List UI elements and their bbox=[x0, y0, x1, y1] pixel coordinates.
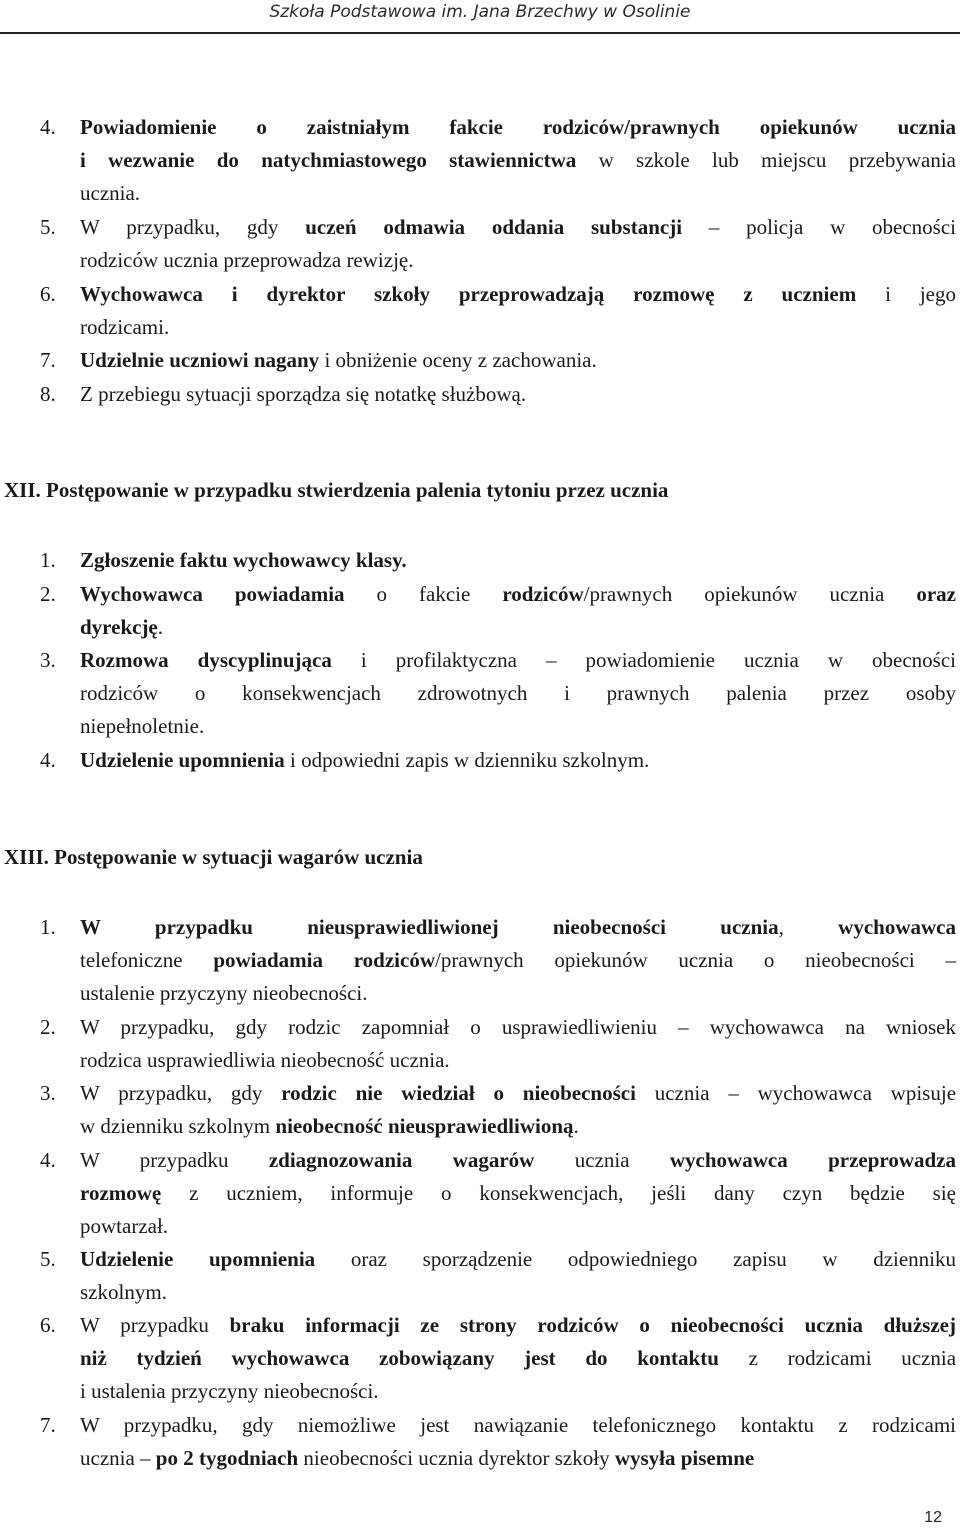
text-run: telefoniczne bbox=[80, 948, 214, 972]
list-item-number: 3. bbox=[40, 1081, 56, 1105]
list-item-number: 7. bbox=[40, 1413, 56, 1437]
list-item bbox=[40, 378, 956, 411]
header-divider bbox=[0, 32, 960, 34]
list-item bbox=[40, 111, 956, 210]
list-item bbox=[40, 1077, 957, 1143]
list-item-number: 1. bbox=[40, 915, 56, 939]
list-item-line bbox=[80, 677, 956, 710]
bold-text: Powiadomienie o zaistniałym fakcie rodziców/prawnych opiekunów ucznia bbox=[80, 115, 956, 139]
list-item-number: 4. bbox=[40, 115, 56, 139]
list-item bbox=[40, 1011, 956, 1077]
list-item bbox=[40, 744, 956, 777]
list-item-line bbox=[80, 211, 956, 244]
list-item-line bbox=[80, 311, 956, 344]
list-item bbox=[40, 1409, 956, 1475]
list-item-line bbox=[80, 1044, 956, 1077]
bold-text: Zgłoszenie faktu wychowawcy klasy. bbox=[80, 548, 407, 572]
bold-text: Rozmowa dyscyplinująca bbox=[80, 648, 332, 672]
bold-text: i wezwanie do natychmiastowego stawiennictwa bbox=[80, 148, 577, 172]
list-item bbox=[40, 578, 956, 644]
list-item-number: 1. bbox=[40, 548, 56, 572]
text-run: /prawnych opiekunów ucznia o nieobecności – bbox=[435, 948, 956, 972]
list-item-number: 5. bbox=[40, 215, 56, 239]
text-run: , bbox=[778, 915, 839, 939]
bold-text: Udzielnie uczniowi nagany bbox=[80, 348, 320, 372]
page-number: 12 bbox=[924, 1509, 942, 1526]
list-item-line bbox=[80, 1177, 956, 1210]
text-run: z uczniem, informuje o konsekwencjach, jeśli dany czyn będzie się bbox=[161, 1181, 956, 1205]
list-item-line bbox=[80, 111, 956, 144]
list-item-number: 3. bbox=[40, 648, 56, 672]
list-item-line bbox=[80, 278, 956, 311]
text-run: W przypadku, gdy bbox=[80, 1081, 282, 1105]
text-run: rodziców o konsekwencjach zdrowotnych i prawnych palenia przez osoby bbox=[80, 681, 956, 705]
text-run: W przypadku bbox=[80, 1148, 269, 1172]
list-item-number: 2. bbox=[40, 1015, 56, 1039]
header-title: Szkoła Podstawowa im. Jana Brzechwy w Osolinie bbox=[269, 2, 691, 22]
list-item bbox=[40, 278, 956, 344]
list-item-line bbox=[80, 344, 956, 377]
bold-text: W przypadku nieusprawiedliwionej nieobecności ucznia bbox=[80, 915, 779, 939]
text-run: . bbox=[573, 1114, 579, 1138]
list-item-number: 4. bbox=[40, 1148, 56, 1172]
list-item-line bbox=[80, 1375, 956, 1408]
bold-text: Udzielenie upomnienia bbox=[80, 748, 285, 772]
list-item-line bbox=[80, 1342, 956, 1375]
text-run: ucznia bbox=[534, 1148, 670, 1172]
list-item-number: 5. bbox=[40, 1247, 56, 1271]
text-run: i profilaktyczna – powiadomienie ucznia w obecności bbox=[331, 648, 956, 672]
text-run: i odpowiedni zapis w dzienniku szkolnym. bbox=[284, 748, 650, 772]
list-item bbox=[40, 1144, 957, 1243]
list-item bbox=[40, 644, 956, 743]
list-item-line bbox=[80, 378, 956, 411]
bold-text: powiadamia rodziców bbox=[213, 948, 435, 972]
list-item-line bbox=[80, 977, 956, 1010]
list-item bbox=[40, 344, 956, 377]
text-run: ustalenie przyczyny nieobecności. bbox=[80, 981, 368, 1005]
list-item-number: 6. bbox=[40, 1313, 56, 1337]
bold-text: rozmowę bbox=[80, 1181, 162, 1205]
bold-text: zdiagnozowania wagarów bbox=[268, 1148, 535, 1172]
text-run: z rodzicami ucznia bbox=[718, 1346, 957, 1370]
bold-text: uczeń odmawia oddania substancji bbox=[305, 215, 683, 239]
list-item-line bbox=[80, 1409, 956, 1442]
text-run: nieobecności ucznia dyrektor szkoły bbox=[298, 1446, 615, 1470]
list-item-line bbox=[80, 1276, 956, 1309]
bold-text: braku informacji ze strony rodziców o nieobecności ucznia dłuższej bbox=[229, 1313, 956, 1337]
bold-text: po 2 tygodniach bbox=[155, 1446, 299, 1470]
bold-text: dyrekcję bbox=[80, 615, 158, 639]
list-item-line bbox=[80, 611, 956, 644]
text-run: – policja w obecności bbox=[682, 215, 957, 239]
list-item bbox=[40, 911, 956, 1010]
list-item-line bbox=[80, 1210, 956, 1243]
list-item bbox=[40, 544, 956, 577]
bold-text: oraz bbox=[916, 582, 956, 606]
text-run: i ustalenia przyczyny nieobecności. bbox=[80, 1379, 379, 1403]
text-run: W przypadku bbox=[80, 1313, 230, 1337]
text-run: W przypadku, gdy rodzic zapomniał o usprawiedliwieniu – wychowawca na wniosek bbox=[80, 1015, 956, 1039]
section-13-heading: XIII. Postępowanie w sytuacji wagarów ucznia bbox=[4, 845, 423, 869]
text-run: szkolnym. bbox=[80, 1280, 167, 1304]
list-item-line bbox=[80, 744, 956, 777]
text-run: niepełnoletnie. bbox=[80, 714, 205, 738]
list-item-number: 7. bbox=[40, 348, 56, 372]
bold-text: wychowawca przeprowadza bbox=[669, 1148, 957, 1172]
list-item-line bbox=[80, 1144, 956, 1177]
list-item-line bbox=[80, 911, 956, 944]
list-item-line bbox=[80, 1011, 956, 1044]
list-item bbox=[40, 1243, 957, 1309]
list-item-number: 6. bbox=[40, 282, 56, 306]
list-item bbox=[40, 1309, 957, 1408]
list-item-line bbox=[80, 244, 956, 277]
section-12-heading: XII. Postępowanie w przypadku stwierdzenia palenia tytoniu przez ucznia bbox=[4, 478, 669, 502]
text-run: rodzica usprawiedliwia nieobecność ucznia. bbox=[80, 1048, 450, 1072]
list-item-line bbox=[80, 710, 956, 743]
list-item-line bbox=[80, 1309, 956, 1342]
text-run: W przypadku, gdy niemożliwe jest nawiązanie telefonicznego kontaktu z rodzicami bbox=[80, 1413, 956, 1437]
bold-text: rodziców bbox=[502, 582, 584, 606]
bold-text: Wychowawca powiadamia bbox=[80, 582, 345, 606]
text-run: oraz sporządzenie odpowiedniego zapisu w dzienniku bbox=[315, 1247, 957, 1271]
text-run: . bbox=[157, 615, 164, 639]
text-run: ucznia – bbox=[80, 1446, 156, 1470]
bold-text: wysyła pisemne bbox=[614, 1446, 755, 1470]
text-run: i jego bbox=[856, 282, 956, 306]
list-item-line bbox=[80, 1110, 956, 1143]
list-item-line bbox=[80, 578, 956, 611]
list-item-number: 4. bbox=[40, 748, 56, 772]
text-run: ucznia. bbox=[80, 181, 141, 205]
list-item-line bbox=[80, 1243, 956, 1276]
text-run: o fakcie bbox=[344, 582, 503, 606]
text-run: w szkole lub miejscu przebywania bbox=[576, 148, 956, 172]
list-item-line bbox=[80, 944, 956, 977]
text-run: /prawnych opiekunów ucznia bbox=[583, 582, 917, 606]
bold-text: Udzielenie upomnienia bbox=[80, 1247, 316, 1271]
bold-text: nieobecność nieusprawiedliwioną bbox=[275, 1114, 574, 1138]
list-item-line bbox=[80, 544, 956, 577]
list-item-line bbox=[80, 144, 956, 177]
bold-text: niż tydzień wychowawca zobowiązany jest do kontaktu bbox=[80, 1346, 719, 1370]
bold-text: rodzic nie wiedział o nieobecności bbox=[281, 1081, 636, 1105]
list-item-line bbox=[80, 1442, 956, 1475]
text-run: ucznia – wychowawca wpisuje bbox=[635, 1081, 957, 1105]
page-header bbox=[0, 0, 960, 36]
text-run: w dzienniku szkolnym bbox=[80, 1114, 276, 1138]
text-run: Z przebiegu sytuacji sporządza się notatkę służbową. bbox=[80, 382, 527, 406]
list-item-line bbox=[80, 1077, 956, 1110]
text-run: powtarzał. bbox=[80, 1214, 169, 1238]
text-run: rodzicami. bbox=[80, 315, 170, 339]
text-run: W przypadku, gdy bbox=[80, 215, 306, 239]
list-item-number: 2. bbox=[40, 582, 56, 606]
list-item-line bbox=[80, 177, 956, 210]
list-item bbox=[40, 211, 957, 277]
bold-text: wychowawca bbox=[838, 915, 956, 939]
text-run: rodziców ucznia przeprowadza rewizję. bbox=[80, 248, 414, 272]
list-item-line bbox=[80, 644, 956, 677]
list-item-number: 8. bbox=[40, 382, 56, 406]
text-run: i obniżenie oceny z zachowania. bbox=[319, 348, 597, 372]
bold-text: Wychowawca i dyrektor szkoły przeprowadzają rozmowę z uczniem bbox=[80, 282, 857, 306]
